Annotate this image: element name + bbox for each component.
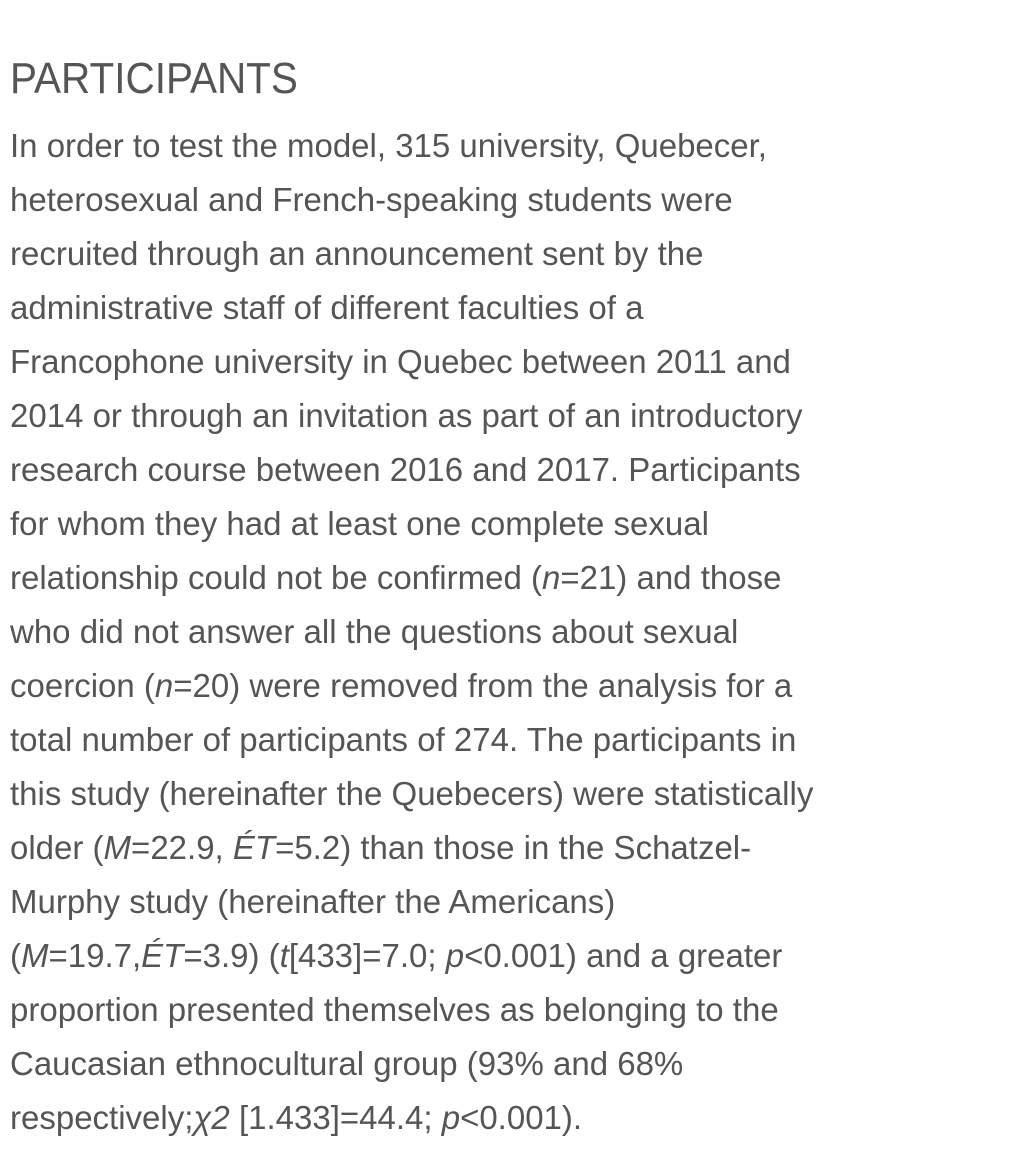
paragraph-line	[10, 119, 1000, 173]
text-run: Francophone university in Quebec between 2011 and	[10, 343, 791, 380]
article-section	[10, 48, 1000, 1145]
text-run: =21) and those	[560, 559, 782, 596]
text-run: respectively;	[10, 1099, 194, 1136]
text-run: [1.433]=44.4;	[229, 1099, 442, 1136]
paragraph-line	[10, 875, 1000, 929]
section-paragraph	[10, 119, 1000, 1145]
italic-symbol: χ2	[193, 1099, 230, 1136]
paragraph-line	[10, 929, 1000, 983]
paragraph-line	[10, 389, 1000, 443]
text-run: Caucasian ethnocultural group (93% and 68%	[10, 1045, 684, 1082]
paragraph-line	[10, 1091, 1000, 1145]
text-run: 2014 or through an invitation as part of an introductory	[10, 397, 803, 434]
italic-symbol: M	[103, 829, 132, 866]
paragraph-line	[10, 497, 1000, 551]
text-run: proportion presented themselves as belonging to the	[10, 991, 779, 1028]
text-run: relationship could not be confirmed (	[10, 559, 542, 596]
italic-symbol: t	[279, 937, 289, 974]
paragraph-line	[10, 551, 1000, 605]
paragraph-line	[10, 335, 1000, 389]
paragraph-line	[10, 281, 1000, 335]
section-heading: PARTICIPANTS	[10, 54, 298, 103]
text-run: coercion (	[10, 667, 155, 704]
paragraph-line	[10, 983, 1000, 1037]
text-run: older (	[10, 829, 104, 866]
paragraph-line	[10, 767, 1000, 821]
text-run: In order to test the model, 315 university, Quebecer,	[10, 127, 767, 164]
text-run: recruited through an announcement sent by the	[10, 235, 704, 272]
text-run: =3.9) (	[183, 937, 280, 974]
text-run: research course between 2016 and 2017. Participants	[10, 451, 801, 488]
paragraph-line	[10, 605, 1000, 659]
italic-symbol: ÉT	[141, 937, 184, 974]
text-run: this study (hereinafter the Quebecers) were statistically	[10, 775, 814, 812]
paragraph-line	[10, 1037, 1000, 1091]
text-run: Murphy study (hereinafter the Americans)	[10, 883, 616, 920]
text-run: <0.001).	[460, 1099, 583, 1136]
text-run: <0.001) and a greater	[464, 937, 783, 974]
text-run: for whom they had at least one complete sexual	[10, 505, 709, 542]
italic-symbol: n	[541, 559, 561, 596]
italic-symbol: p	[441, 1099, 461, 1136]
text-run: =5.2) than those in the Schatzel-	[275, 829, 752, 866]
text-run: [433]=7.0;	[288, 937, 446, 974]
paragraph-line	[10, 443, 1000, 497]
text-run: administrative staff of different faculties of a	[10, 289, 644, 326]
text-run: (	[10, 937, 21, 974]
paragraph-line	[10, 713, 1000, 767]
italic-symbol: p	[445, 937, 465, 974]
italic-symbol: M	[21, 937, 49, 974]
italic-symbol: n	[154, 667, 174, 704]
text-run: =20) were removed from the analysis for a	[173, 667, 793, 704]
text-run: =19.7,	[48, 937, 142, 974]
text-run: heterosexual and French-speaking students were	[10, 181, 733, 218]
italic-symbol: ÉT	[232, 829, 276, 866]
paragraph-line	[10, 821, 1000, 875]
paragraph-line	[10, 227, 1000, 281]
text-run: =22.9,	[131, 829, 233, 866]
text-run: total number of participants of 274. The participants in	[10, 721, 797, 758]
text-run: who did not answer all the questions about sexual	[10, 613, 739, 650]
paragraph-line	[10, 659, 1000, 713]
paragraph-line	[10, 173, 1000, 227]
